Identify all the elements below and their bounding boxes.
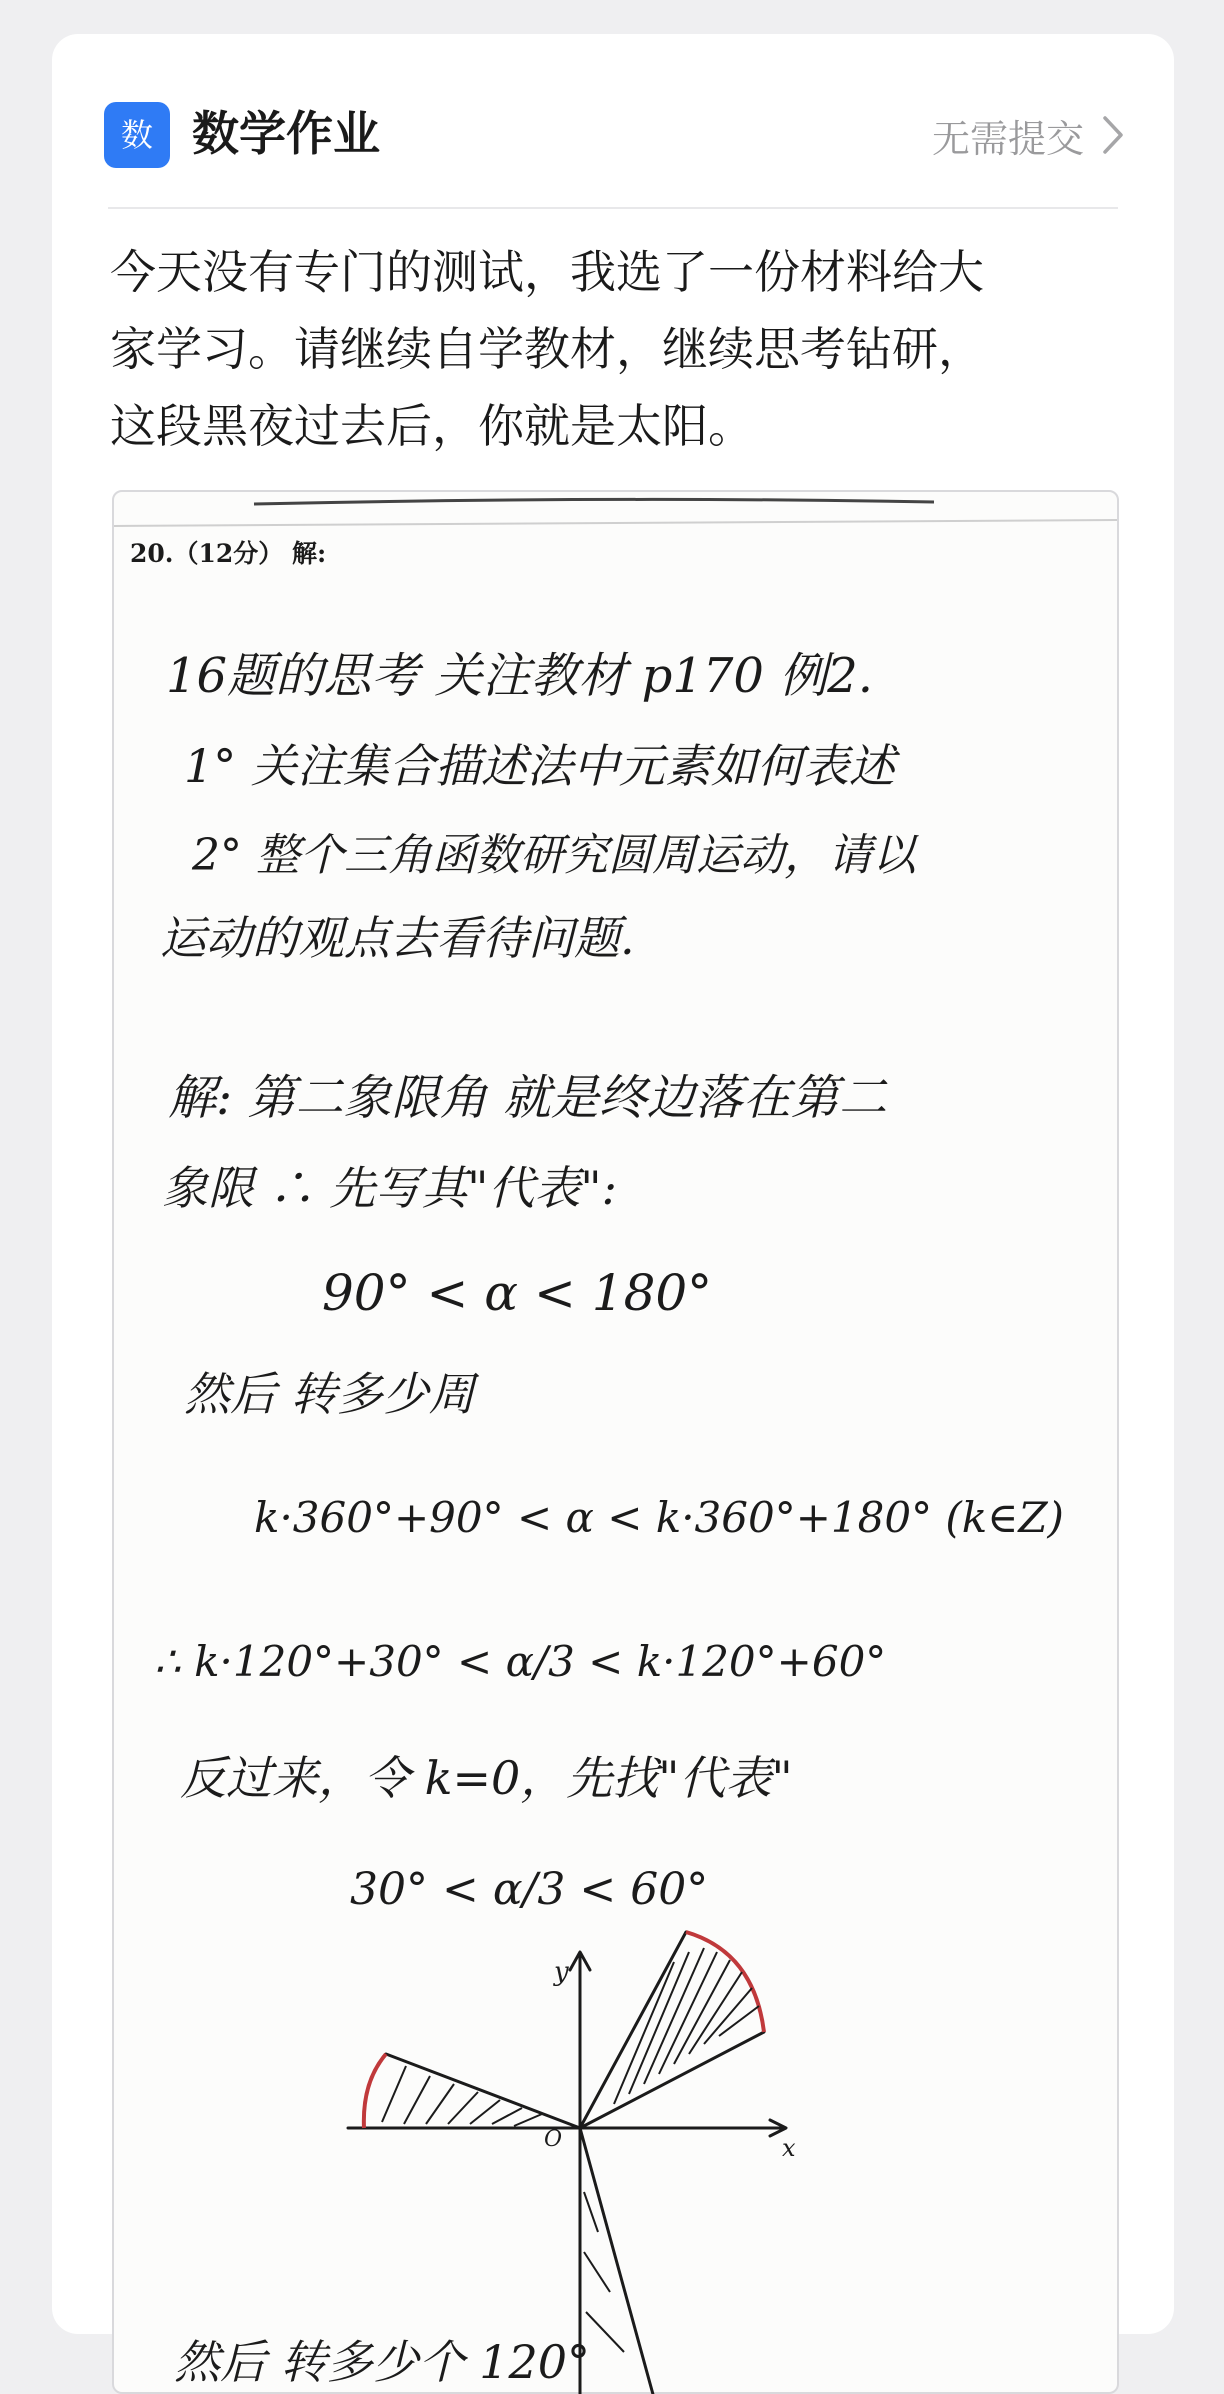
sector-arc-first [686, 1932, 764, 2032]
x-axis-label: x [782, 2134, 796, 2162]
angle-sector-graph [348, 1932, 796, 2394]
handwriting-line-11: 反过来，令 k=0，先找"代表" [180, 1751, 793, 1805]
worksheet-edge-shadow [114, 520, 1117, 526]
worksheet-canvas [114, 492, 1117, 2392]
handwriting-line-4: 运动的观点去看待问题. [160, 911, 635, 965]
handwriting-line-6: 象限 ∴ 先写其"代表": [162, 1161, 618, 1215]
sector-hatching-second [382, 2066, 542, 2126]
handwriting-line-3: 2° 整个三角函数研究圆周运动，请以 [192, 830, 916, 881]
message-line: 家学习。请继续自学教材，继续思考钻研， [110, 322, 984, 376]
handwriting-line-12: 30° < α/3 < 60° [350, 1864, 709, 1915]
assignment-card [52, 34, 1174, 2389]
y-axis-label: y [554, 1957, 569, 1987]
chevron-right-icon [1102, 115, 1124, 155]
assignment-header[interactable] [52, 34, 1174, 207]
worksheet-top-rule [254, 499, 934, 504]
worksheet-image[interactable] [112, 490, 1119, 2394]
handwriting-line-7: 90° < α < 180° [322, 1264, 713, 1322]
sector-fourth-edge [580, 2128, 654, 2394]
handwriting-line-8: 然后 转多少周 [184, 1367, 475, 1421]
problem-header: 20.（12分） 解: [130, 539, 327, 568]
handwriting-line-10: ∴ k·120°+30° < α/3 < k·120°+60° [154, 1637, 887, 1686]
origin-label: O [544, 2127, 563, 2152]
math-subject-icon: 数 [104, 102, 170, 168]
submission-status-label: 无需提交 [931, 116, 1084, 161]
message-line: 这段黑夜过去后，你就是太阳。 [110, 399, 754, 453]
handwriting-line-2: 1° 关注集合描述法中元素如何表述 [184, 739, 895, 793]
message-line: 今天没有专门的测试，我选了一份材料给大 [110, 245, 984, 299]
handwriting-line-1: 16题的思考 关注教材 p170 例2. [166, 648, 873, 704]
handwriting-line-5: 解: 第二象限角 就是终边落在第二 [168, 1070, 887, 1126]
header-divider [108, 207, 1118, 209]
submission-status-button[interactable] [932, 104, 1124, 166]
sector-arc-second [364, 2054, 386, 2128]
handwriting-line-13: 然后 转多少个 120° [174, 2335, 591, 2389]
handwriting-line-9: k·360°+90° < α < k·360°+180° (k∈Z) [254, 1493, 1064, 1542]
teacher-message [110, 234, 1130, 465]
assignment-title: 数学作业 [192, 107, 380, 162]
